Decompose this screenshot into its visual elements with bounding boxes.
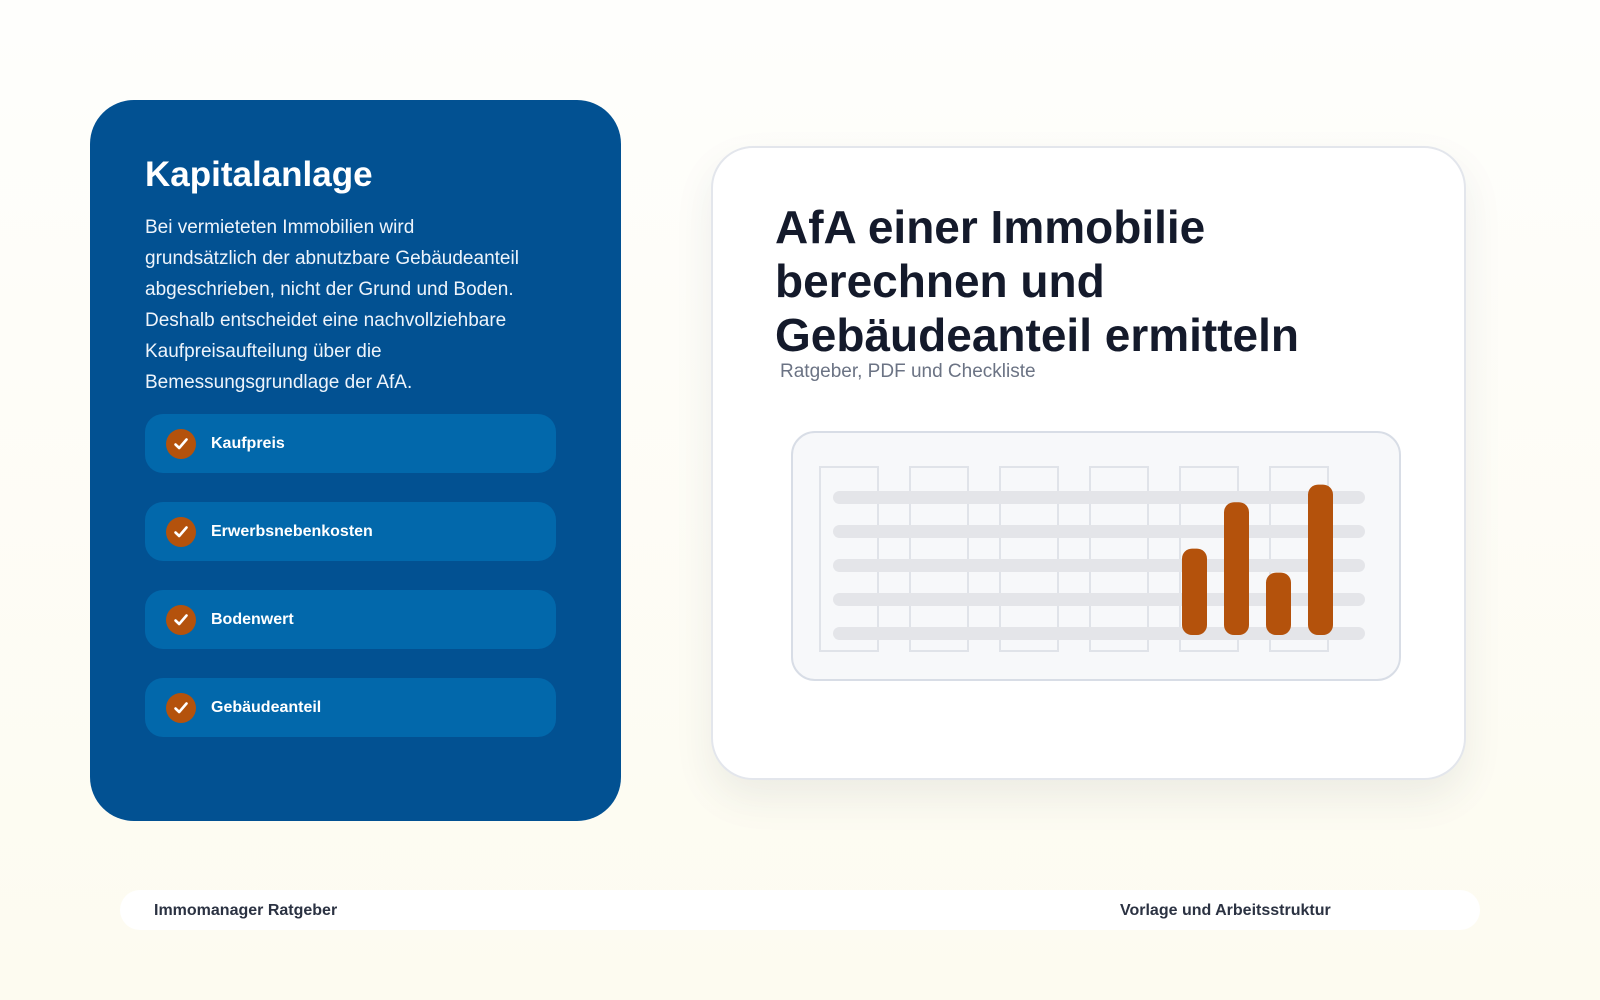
chart-bar <box>1266 573 1291 635</box>
footer-tagline: Vorlage und Arbeitsstruktur <box>1120 902 1331 919</box>
table-line <box>833 559 1365 572</box>
checklist-label: Kaufpreis <box>211 434 285 452</box>
footer-brand: Immomanager Ratgeber <box>154 902 338 919</box>
panel-title: Kapitalanlage <box>145 155 373 194</box>
article-card <box>711 146 1466 780</box>
checklist-item-kaufpreis <box>145 414 556 473</box>
check-icon <box>166 605 196 635</box>
checklist-item-gebaeudeanteil <box>145 678 556 737</box>
checklist <box>145 414 566 737</box>
table-line <box>833 491 1365 504</box>
checklist-label: Gebäudeanteil <box>211 698 322 716</box>
checklist-item-erwerbsnebenkosten <box>145 502 556 561</box>
checklist-label: Erwerbsnebenkosten <box>211 522 373 540</box>
bar-chart-illustration <box>791 431 1401 681</box>
kapitalanlage-panel <box>90 100 621 821</box>
illustration-svg <box>793 433 1403 683</box>
chart-bar <box>1182 549 1207 635</box>
checklist-item-bodenwert <box>145 590 556 649</box>
footer-bar <box>120 890 1480 930</box>
check-icon <box>166 429 196 459</box>
panel-description: Bei vermieteten Immobilien wird grundsätzlich der abnutzbare Gebäudeanteil abgeschrieben, nicht der Grund und Boden. Deshalb entscheidet eine nachvollziehbare Kaufpreisaufteilung über die Bemessungsgrundlage der AfA. <box>145 217 519 393</box>
article-title: AfA einer Immobilie berechnen und Gebäudeanteil ermitteln <box>775 201 1300 361</box>
chart-bar <box>1308 485 1333 635</box>
check-icon <box>166 517 196 547</box>
check-icon <box>166 693 196 723</box>
table-line <box>833 525 1365 538</box>
article-subtitle: Ratgeber, PDF und Checkliste <box>780 361 1036 382</box>
checklist-label: Bodenwert <box>211 610 294 628</box>
chart-bar <box>1224 502 1249 635</box>
